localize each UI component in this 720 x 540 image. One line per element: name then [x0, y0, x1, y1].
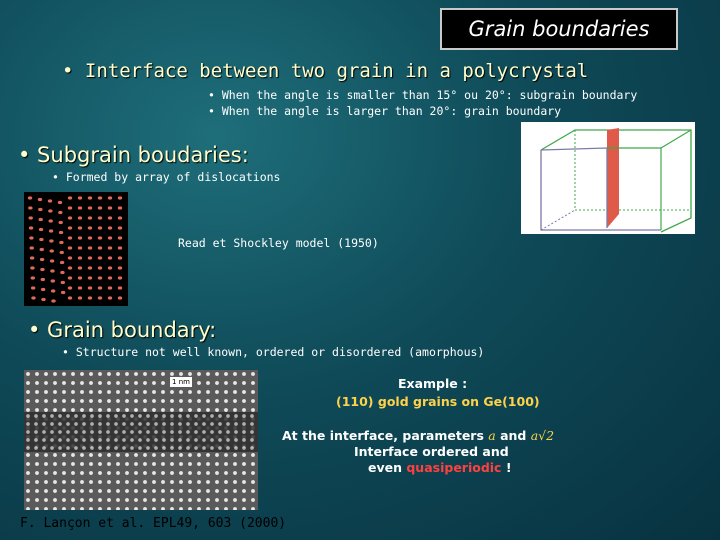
dislocation-dot [48, 199, 52, 202]
dislocation-dot [108, 266, 112, 269]
subgrain-heading: • Subgrain boudaries: [18, 143, 249, 167]
param-a-sqrt2: a√2 [530, 428, 555, 443]
scale-bar: 1 nm [170, 377, 192, 387]
dislocation-dot [88, 246, 92, 249]
dislocation-dot [59, 231, 63, 234]
dislocation-dot [118, 246, 122, 249]
dislocation-dot [68, 196, 72, 199]
dislocation-dot [40, 268, 44, 271]
dislocation-dot [29, 216, 33, 219]
dislocation-dot [40, 248, 44, 251]
dislocation-dot [31, 286, 35, 289]
dislocation-dot [88, 296, 92, 299]
example-substrate: Ge(100) [483, 394, 540, 409]
dislocation-dot [50, 249, 54, 252]
example-label: Example : [398, 376, 468, 391]
dislocation-dot [60, 251, 64, 254]
dislocation-dot [98, 226, 102, 229]
read-shockley-model: Read et Shockley model (1950) [178, 236, 379, 250]
dislocation-dot [78, 266, 82, 269]
dislocation-dot [68, 236, 72, 239]
subgrain-line: • Formed by array of dislocations [52, 170, 281, 184]
dislocation-dot [59, 221, 63, 224]
dislocation-dot [98, 196, 102, 199]
dislocation-dot [49, 239, 53, 242]
dislocation-dot [41, 278, 45, 281]
dislocation-dot [48, 209, 52, 212]
dislocation-dot [118, 286, 122, 289]
dislocation-dot [50, 259, 54, 262]
interface-heading: • Interface between two grain in a polycrystal [62, 60, 589, 82]
dislocation-dot [68, 226, 72, 229]
reference-citation: F. Lançon et al. EPL49, 603 (2000) [20, 516, 287, 531]
dislocation-dot [78, 276, 82, 279]
dislocation-dot [68, 286, 72, 289]
dislocation-dot [118, 266, 122, 269]
example-quasiperiodic [368, 460, 512, 475]
dislocation-dot [31, 296, 35, 299]
dislocation-dot [60, 261, 64, 264]
dislocation-array-figure [24, 192, 128, 306]
dislocation-dot [118, 226, 122, 229]
dislocation-dot [98, 296, 102, 299]
dislocation-dot [51, 289, 55, 292]
dislocation-dot [49, 229, 53, 232]
dislocation-dot [78, 226, 82, 229]
dislocation-dot [108, 246, 112, 249]
dislocation-dot [108, 236, 112, 239]
dislocation-dot [88, 226, 92, 229]
dislocation-dot [78, 246, 82, 249]
dislocation-dot [49, 219, 53, 222]
dislocation-dot [78, 286, 82, 289]
dislocation-dot [28, 206, 32, 209]
example-interface-params [282, 428, 554, 443]
dislocation-dot [28, 196, 32, 199]
dislocation-dot [118, 196, 122, 199]
dislocation-dot [108, 206, 112, 209]
dislocation-dot [88, 206, 92, 209]
dislocation-dot [31, 276, 35, 279]
dislocation-dot [98, 216, 102, 219]
dislocation-dot [98, 276, 102, 279]
dislocation-dot [50, 269, 54, 272]
dislocation-dot [118, 216, 122, 219]
dislocation-dot [88, 266, 92, 269]
dislocation-dot [60, 271, 64, 274]
dislocation-dot [88, 216, 92, 219]
dislocation-dot [30, 256, 34, 259]
dislocation-dot [39, 228, 43, 231]
dislocation-dot [88, 236, 92, 239]
dislocation-dot [39, 218, 43, 221]
dislocation-dot [29, 226, 33, 229]
dislocation-dot [78, 206, 82, 209]
dislocation-dot [88, 196, 92, 199]
dislocation-dot [29, 236, 33, 239]
dislocation-dot [78, 196, 82, 199]
dislocation-dot [68, 296, 72, 299]
dislocation-dot [61, 281, 65, 284]
dislocation-dot [39, 238, 43, 241]
dislocation-dot [108, 226, 112, 229]
dislocation-dot [78, 216, 82, 219]
dislocation-dot [68, 266, 72, 269]
dislocation-dot [108, 216, 112, 219]
interface-params-text: At the interface, parameters [282, 428, 489, 443]
dislocation-dot [108, 296, 112, 299]
dislocation-dot [88, 286, 92, 289]
param-a: a [488, 428, 496, 443]
dislocation-dot [88, 276, 92, 279]
grain-cube-figure [521, 122, 695, 234]
dislocation-dot [30, 266, 34, 269]
dislocation-dot [68, 256, 72, 259]
quasiperiodic-text: quasiperiodic [406, 460, 502, 475]
dislocation-dot [108, 256, 112, 259]
dislocation-dot [118, 276, 122, 279]
dislocation-dot [98, 246, 102, 249]
grain-boundary-line: • Structure not well known, ordered or disordered (amorphous) [62, 345, 485, 359]
dislocation-dot [98, 256, 102, 259]
dislocation-dot [98, 236, 102, 239]
dislocation-dot [58, 201, 62, 204]
dislocation-dot [41, 298, 45, 301]
dislocation-dot [30, 246, 34, 249]
even-text: even [368, 460, 407, 475]
dislocation-dot [68, 246, 72, 249]
tem-interface-band [24, 412, 258, 452]
dislocation-dot [38, 198, 42, 201]
dislocation-dot [51, 299, 55, 302]
dislocation-dot [98, 286, 102, 289]
dislocation-dot [98, 266, 102, 269]
dislocation-dot [118, 256, 122, 259]
dislocation-dot [58, 211, 62, 214]
example-grains [336, 394, 540, 409]
dislocation-dot [108, 196, 112, 199]
interface-line-1: • When the angle is smaller than 15° ou 20°: subgrain boundary [208, 88, 638, 102]
dislocation-dot [61, 291, 65, 294]
example-grains-text: (110) gold grains on [336, 394, 484, 409]
slide-title: Grain boundaries [440, 8, 678, 50]
dislocation-dot [88, 256, 92, 259]
exclaim-text: ! [501, 460, 512, 475]
dislocation-dot [40, 258, 44, 261]
and-text: and [495, 428, 531, 443]
interface-line-2: • When the angle is larger than 20°: grain boundary [208, 104, 562, 118]
dislocation-dot [98, 206, 102, 209]
dislocation-dot [78, 296, 82, 299]
dislocation-dot [51, 279, 55, 282]
dislocation-dot [118, 296, 122, 299]
dislocation-dot [41, 288, 45, 291]
dislocation-dot [59, 241, 63, 244]
dislocation-dot [68, 216, 72, 219]
dislocation-dot [78, 236, 82, 239]
dislocation-dot [38, 208, 42, 211]
grain-boundary-heading: • Grain boundary: [28, 318, 217, 342]
dislocation-dot [118, 206, 122, 209]
dislocation-dot [108, 276, 112, 279]
example-ordered: Interface ordered and [354, 444, 509, 459]
dislocation-dot [68, 206, 72, 209]
dislocation-dot [118, 236, 122, 239]
dislocation-dot [108, 286, 112, 289]
dislocation-dot [68, 276, 72, 279]
dislocation-dot [78, 256, 82, 259]
